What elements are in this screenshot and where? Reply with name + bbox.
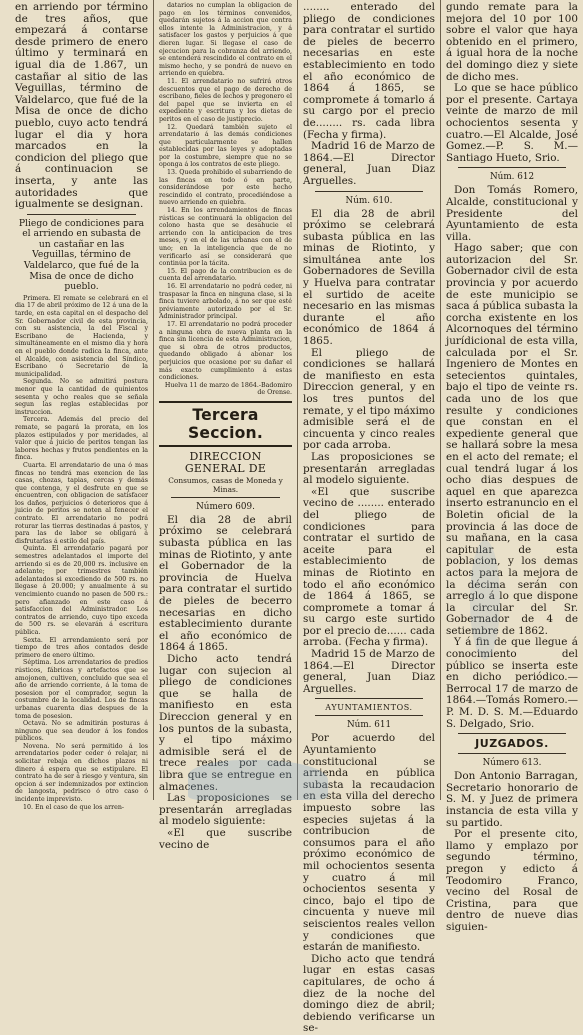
condition-11: 11. El arrendatario no sufrirá otros descuentos que el pago de derecho de escribano, fieles de lechos y pregonero el del papel que se invierta en el expediente y escritura y los dietas de peritos en el caso de justiprecio.: [159, 77, 292, 123]
section-juzgados: JUZGADOS.: [475, 737, 549, 751]
divider: [458, 733, 566, 734]
notice-paragraph: «El que suscribe vecino de: [159, 826, 292, 851]
condition-2: Segunda. No se admitirá postura menor que la cantidad de quinientos sesenta y ocho reales que se señala segun las reglas establecidas por instruccion.: [15, 378, 148, 416]
condition-9: Novena. No será permitido á los arrendatarios poder ceder ó relajar, ni solicitar rebaja en dichos plazos ni dinero á espera que se estipulare. El contrato ha de ser á riesgo y ventura, sin opcion á ser indemnizados por extincion de langosta, pedrisco ó otro caso ó incidente imprevisto.: [15, 742, 148, 804]
notice-paragraph: Las proposiciones se presentarán arregladas al modelo siguiente.: [303, 450, 435, 487]
signature-date: Huelva 11 de marzo de 1864.-Badomiro de Orense.: [164, 381, 292, 397]
notice-paragraph: Dicho acto que tendrá lugar en estas casas capitulares, de ocho á diez de la noche del domingo diez de abril; debiendo verificarse un se-: [303, 952, 435, 1035]
department-title: DIRECCION GENERAL DE: [184, 449, 267, 475]
notice-number: Número 613.: [482, 758, 542, 769]
divider: [315, 191, 423, 192]
condition-8: Octava. No se admitirán posturas á ninguno que sea deudor á los fondos públicos.: [15, 720, 148, 743]
condition-5: Quinta. El arrendatario pagará por semestres adelantados el importe del arriendo si es de 20,000 rs. inclusive en adelante; por trimestres también adelantados si excediendo de 500 rs. no llegase á 20.000; y anualmente á su vencimiento cuando no pasen de 500 rs.: pero afianzado en este caso á satisfaccion del Administrador. Los contratos de arriendo, cuyo tipo exceda de 500 rs. se elevarán á escritura pública.: [15, 545, 148, 636]
condition-1: Primera. El remate se celebrará en el dia 17 de abril próximo de 12 á una de la tarde, en esta capital en el despacho del Sr. Gobernador civil de esta provincia, con su asistencia, la del Fiscal y Escribano de Hacienda, y simultáneamente en el mismo dia y hora en el pueblo donde radica la finca, ante el Alcalde, con asistencia del Síndico, Escribano ó Secretario de la municipalidad.: [15, 294, 148, 378]
condition-3: Tercera. Además del precio del remate, se pagará la prorata, en los plazos estipulados y por meridades, al valor que á juicio de peritos tengan las labores hechas y frutos pendientes en la finca.: [15, 416, 148, 462]
divider: [315, 715, 423, 716]
notice-number: Núm. 610.: [345, 195, 393, 206]
condition-10: 10. En el caso de que los arren-: [23, 803, 125, 811]
notice-paragraph: Don Antonio Barragan, Secretario honorario de S. M. y Juez de primera instancia de esta villa y su partido.: [446, 770, 578, 829]
divider: [27, 214, 136, 215]
section-caps: AYUNTAMIENTOS.: [325, 703, 413, 713]
notice-number: Núm. 612: [489, 172, 535, 183]
notice-number: Núm. 611: [346, 720, 392, 731]
department-subtitle: Consumos, casas de Moneda y Minas.: [168, 475, 283, 494]
notice-paragraph: Dicho acto tendrá lugar con sujecion al pliego de condiciones que se halla de manifiesto en esta Direccion general y en los puntos de la subasta, y el tipo máximo admisible será el de trece reales por cada libra que se entregue en almacenes.: [159, 653, 292, 793]
notice-paragraph: Y á fin de que llegue á conocimiento del público se inserta este en dicho periódico.—Berrocal 17 de marzo de 1864.—Tomás Romero.— P. M. D. S. M.—Eduardo S. Delgado, Srio.: [446, 636, 579, 730]
notice-paragraph: Por el presente cito, llamo y emplazo por segundo término, pregon y edicto á Teodomiro Franco, vecino del Rosal de Cristina, para que dentro de nueve dias siguien-: [446, 828, 578, 933]
notice-paragraph: «El que suscribe vecino de ........ enterado del pliego de condiciones para contratar el surtido de aceite para el establecimiento de minas de Riotinto en todo el año económico de 1864 á 1865, se compromete a tomar á su cargo este surtido por el precio de...... cada arroba. (Fecha y firma).: [303, 485, 435, 649]
divider: [171, 497, 280, 498]
notice-paragraph: Don Tomás Romero, Alcalde, constitucional y Presidente del Ayuntamiento de esta villa.: [446, 184, 578, 243]
condition-4: Cuarta. El arrendatario de una ó mas fincas no tendrá mas exencion de las casas, chozas, tapias, cercas y demás que contenga, y el desfrute en que se encuentren, con obligacion de satisfacer los daños, perjuicios ó deterioros que á juicio de peritos se noten al fenecer el contrato. El arrendatario no podrá roturar las tierras destinadas á pastos, y para las de labor se obligará á disfrutarlas á estilo del país.: [15, 461, 148, 545]
condition-13: 13. Queda prohibido el subarriendo de las fincas en todo ó en parte, considerándose por este hecho rescindido el contrato, procediéndose a nuevo arriendo en quiebra.: [159, 169, 292, 207]
notice-paragraph: El pliego de condiciones se hallará de manifiesto en esta Direccion general, y en los tres puntos del remate, y el tipo máximo admisible será el de cincuenta y cinco reales por cada arroba.: [303, 346, 435, 452]
column-4: [440, 0, 583, 933]
section-title: Tercera Seccion.: [159, 401, 292, 447]
notice-paragraph: Hago saber; que con autorizacion del Sr. Gobernador civil de esta provincia y por acuerdo de este municipio se saca á pública subasta la corcha existente en los Alcornoques del término jurídicional de esta villa, calculada por el Sr. Ingeniero de Montes en setecientos quintales, bajo el tipo de veinte rs. cada uno de los que resulte y condiciones que constan en el expediente general que se hallará sobre la mesa en el acto del remate; el cual tendrá lugar á los ocho dias despues de aquel en que aparezca inserto estranuncio en el Boletin oficial de la provincia á las doce de su mañana, en la casa capitular de esta poblacion, y los demas actos para la mejora de la décima serán con arreglo á lo que dispone la circular del Sr. Gobernador de 4 de setiembre de 1862.: [446, 242, 578, 637]
notice-paragraph: Las proposiciones se presentarán arregladas al modelo siguiente:: [159, 792, 292, 828]
notice-paragraph: El dia 28 de abril próximo se celebrará subasta pública en las minas de Riotinto, y simultánea ante los Gobernadores de Sevilla y Huelva para contratar el surtido de aceite necesario en las mismas durante el año económico de 1864 á 1865.: [303, 207, 435, 348]
notice-signature: Madrid 15 de Marzo de 1864.—El Director general, Juan Diaz Arguelles.: [303, 648, 435, 695]
condition-10-cont: datarios no cumplan la obligacion de pago en los términos convenidos, quedarán sujetos á la accion que contra ellos intente la Administracion, y á satisfacer los gastos y perjuicios á que dieren lugar. Si llegase el caso de ejecucion para la cobranza del arriendo, se entenderá rescindido el contrato en el mismo hecho, y se pondrá de nuevo en arriendo en quiebra.: [159, 2, 292, 78]
condition-16: 16. El arrendatario no podrá ceder, ni traspasar la finca en ninguna clase, si la finca tuviere arbolado, á no ser que esté préviamente autorizado por el Sr. Administrador principal.: [159, 282, 292, 321]
condition-17: 17. El arrendatario no podrá proceder a ninguna obra de nueva planta en la finca sin licencia de esta Administracion, que si obra de otros productos, quedando obligado á abonar los perjuicios que ocasione por su dañar el más exacto cumplimiento á estas condiciones.: [159, 320, 292, 382]
condition-14: 14. En los arrendamientos de fincas rústicas se continuará la obligacion del colono hasta que se desahucie el arriendo con la anticipacion de tres meses, y en el de las urbanas con el de uno; en la inteligencia que de no verificarlo así se considerará que continúa por la tácita.: [159, 207, 292, 268]
notice-signature: Lo que se hace público por el presente. Cartaya veinte de marzo de mil ochocientos sesenta y cuatro.—El Alcalde, José Gomez.—P. S. M.— Santiago Hueto, Srio.: [446, 82, 578, 164]
column-1: [10, 0, 153, 811]
condition-15: 15. El pago de la contribucion es de cuenta del arrendatario.: [159, 267, 292, 283]
notice-paragraph: ........ enterado del pliego de condiciones para contratar el surtido de pieles de becerro necesarias en este establecimiento en todo el año económico de 1864 á 1865, se compromete á tomarlo á su cargo por el precio de........ rs. cada libra (Fecha y firma).: [303, 1, 435, 141]
notice-intro: en arriendo por término de tres años, que empezará á contarse desde primero de enero último y terminará en igual dia de 1.867, un castañar al sitio de las Veguillas, término de Valdelarco, que fué de la Misa de once de dicho pueblo, cuyo acto tendrá lugar el dia y hora marcados en la condicion del pliego que á continuacion se inserta, y ante las autoridades que igualmente se designan.: [15, 1, 148, 211]
notice-paragraph: El dia 28 de abril próximo se celebrará subasta pública en las minas de Riotinto, y ante el Gobernador de la provincia de Huelva para contratar el surtido de pieles de becerro necesarias en dicho establecimiento durante el año económico de 1864 á 1865.: [159, 513, 292, 654]
divider: [458, 753, 566, 754]
condition-12: 12. Quedará también sujeto el arrendatario á las demás condiciones que particularmente se hallen establecidas por las leyes y adoptadas por la costumbre, siempre que no se oponga á los contratos de este pliego.: [159, 123, 292, 169]
notice-signature: Madrid 16 de Marzo de 1864.—El Director general, Juan Diaz Arguelles.: [303, 140, 435, 187]
divider: [458, 167, 566, 168]
condition-6: Sexta. El arrendamiento será por tiempo de tres años contados desde primero de enero último.: [15, 636, 148, 659]
notice-paragraph: Por acuerdo del Ayuntamiento constitucional se arrienda en pública subasta la recaudacion en esta villa del derecho impuesto sobre las especies sujetas á la contribucion de consumos para el año próximo económico de mil ochocientos sesenta y cuatro á mil ochocientos sesenta y cinco, bajo el tipo de cincuenta y nueve mil seiscientos reales vellon y condiciones que estarán de manifiesto.: [303, 732, 435, 954]
condition-7: Séptima. Los arrendatarios de predios rústicos, fábricas y artefactos que se amojonen, cultiven, concluido que sea el año de arriendo corriente, á la toma de posesion por el comprador, segun la costumbre de la localidad. Los de fincas urbanas cuarenta dias despues de la toma de posesion.: [15, 659, 148, 720]
column-2: [153, 0, 297, 851]
notice-number: Número 609.: [196, 501, 255, 512]
notice-paragraph: gundo remate para la mejora del 10 por 100 sobre el valor que haya obtenido en el primero, á igual hora de la noche del domingo diez y siete de dicho mes.: [446, 1, 578, 83]
divider: [315, 698, 423, 699]
column-3: [297, 0, 440, 1035]
conditions-heading: Pliego de condiciones para el arriendo en subasta de un castañar en las Veguillas, término de Valdelarco, que fué de la Misa de once de dicho pueblo.: [18, 217, 145, 293]
